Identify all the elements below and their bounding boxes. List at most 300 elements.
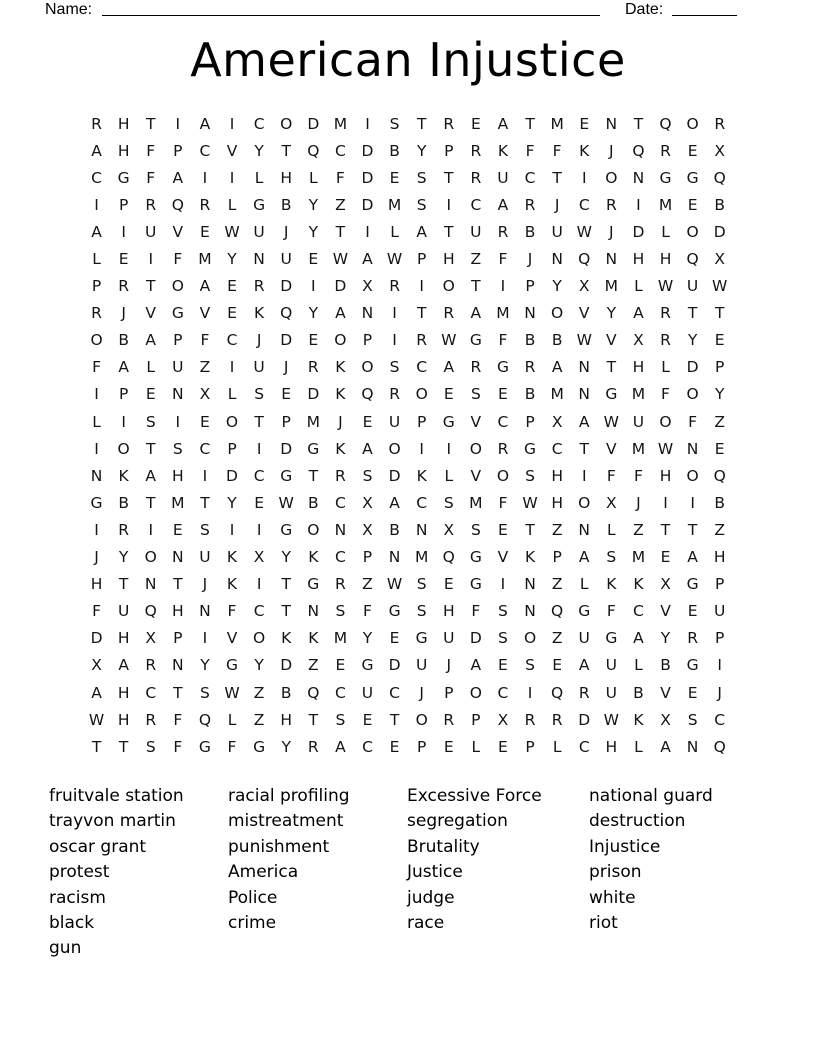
grid-cell: L — [227, 385, 237, 404]
grid-cell: J — [527, 250, 533, 269]
grid-cell: O — [90, 331, 103, 350]
grid-cell: U — [388, 412, 401, 431]
grid-cell: C — [334, 683, 346, 702]
grid-cell: X — [362, 277, 373, 296]
page-title: American Injustice — [190, 33, 626, 87]
grid-cell: V — [606, 331, 617, 350]
grid-cell: L — [634, 656, 643, 675]
grid-cell: Q — [307, 683, 320, 702]
grid-cell: Z — [199, 358, 211, 377]
grid-cell: H — [172, 602, 184, 621]
grid-cell: R — [91, 114, 102, 133]
word-bank-word: Brutality — [407, 836, 480, 857]
grid-cell: P — [281, 412, 291, 431]
grid-cell: T — [146, 114, 156, 133]
grid-cell: O — [469, 439, 482, 458]
grid-cell: A — [145, 331, 157, 350]
grid-cell: S — [416, 195, 427, 214]
grid-cell: O — [361, 358, 374, 377]
grid-cell: W — [224, 683, 240, 702]
grid-cell: V — [226, 141, 238, 160]
grid-cell: A — [443, 358, 455, 377]
grid-cell: Z — [551, 520, 563, 539]
grid-cell: R — [335, 575, 346, 594]
grid-cell: R — [470, 168, 482, 187]
grid-cell: L — [579, 575, 589, 594]
grid-cell: A — [470, 304, 482, 323]
grid-cell: N — [686, 737, 699, 756]
grid-cell: F — [498, 331, 508, 350]
grid-cell: H — [117, 710, 130, 729]
grid-cell: G — [496, 358, 509, 377]
word-bank — [0, 784, 816, 974]
grid-cell: C — [334, 548, 346, 567]
word-bank-word: punishment — [228, 836, 330, 857]
grid-cell: X — [633, 331, 644, 350]
grid-cell: A — [145, 466, 157, 485]
grid-cell: T — [444, 222, 454, 241]
grid-cell: T — [660, 520, 671, 539]
grid-cell: F — [173, 737, 183, 756]
grid-cell: J — [609, 222, 614, 241]
grid-cell: Y — [308, 195, 319, 214]
grid-cell: O — [659, 412, 672, 431]
grid-cell: B — [660, 656, 671, 675]
grid-cell: L — [227, 710, 237, 729]
grid-cell: G — [253, 195, 266, 214]
grid-cell: A — [578, 412, 590, 431]
grid-cell: Z — [335, 195, 346, 214]
grid-cell: X — [497, 710, 509, 729]
grid-cell: P — [227, 439, 237, 458]
grid-cell: F — [633, 466, 643, 485]
word-bank-word: gun — [49, 938, 82, 959]
grid-cell: H — [442, 602, 455, 621]
grid-cell: L — [227, 195, 237, 214]
grid-cell: K — [524, 548, 536, 567]
grid-cell: N — [144, 575, 157, 594]
grid-cell: B — [714, 493, 726, 512]
grid-cell: X — [145, 629, 157, 648]
grid-cell: Q — [659, 114, 672, 133]
grid-cell: R — [714, 114, 726, 133]
grid-cell: H — [442, 250, 455, 269]
grid-cell: K — [497, 141, 509, 160]
grid-cell: F — [498, 250, 508, 269]
grid-cell: C — [334, 493, 346, 512]
grid-cell: A — [633, 304, 644, 323]
grid-cell: N — [415, 520, 428, 539]
grid-cell: Z — [362, 575, 373, 594]
grid-cell: R — [443, 304, 455, 323]
grid-cell: N — [172, 656, 184, 675]
grid-cell: X — [578, 277, 590, 296]
grid-cell: N — [686, 439, 699, 458]
grid-cell: A — [660, 737, 671, 756]
grid-cell: C — [633, 602, 644, 621]
grid-cell: T — [308, 466, 319, 485]
grid-cell: C — [334, 141, 346, 160]
grid-cell: Y — [281, 737, 291, 756]
grid-cell: C — [416, 358, 428, 377]
grid-cell: L — [308, 168, 318, 187]
grid-cell: A — [470, 656, 482, 675]
grid-cell: U — [443, 629, 455, 648]
grid-cell: B — [307, 493, 319, 512]
grid-cell: X — [714, 250, 726, 269]
grid-cell: R — [660, 304, 671, 323]
grid-cell: Y — [714, 385, 725, 404]
grid-cell: K — [606, 575, 617, 594]
word-bank-word: Injustice — [589, 836, 661, 857]
grid-cell: G — [171, 304, 184, 323]
grid-cell: C — [714, 710, 726, 729]
grid-cell: H — [605, 737, 618, 756]
grid-cell: W — [657, 439, 674, 458]
grid-cell: D — [686, 358, 699, 377]
grid-cell: T — [525, 114, 535, 133]
word-bank-word: oscar grant — [49, 836, 147, 857]
grid-cell: L — [634, 277, 643, 296]
grid-cell: R — [605, 195, 617, 214]
grid-cell: L — [92, 412, 101, 431]
grid-cell: S — [606, 548, 617, 567]
grid-cell: T — [552, 168, 562, 187]
grid-cell: I — [446, 439, 452, 458]
word-bank-word: trayvon martin — [49, 811, 176, 832]
grid-cell: R — [145, 710, 157, 729]
grid-cell: I — [94, 439, 99, 458]
word-bank-word: race — [407, 913, 445, 934]
grid-cell: B — [389, 520, 400, 539]
grid-cell: A — [335, 737, 346, 756]
grid-cell: U — [470, 222, 482, 241]
grid-cell: R — [443, 710, 455, 729]
grid-cell: N — [172, 548, 184, 567]
name-label: Name: — [45, 1, 93, 18]
grid-cell: I — [229, 358, 235, 377]
grid-cell: O — [686, 385, 699, 404]
grid-cell: T — [146, 439, 156, 458]
grid-cell: K — [281, 629, 292, 648]
grid-cell: E — [498, 385, 508, 404]
grid-cell: P — [444, 683, 454, 702]
grid-cell: X — [199, 385, 211, 404]
grid-cell: I — [365, 222, 370, 241]
grid-cell: O — [280, 114, 293, 133]
grid-cell: E — [227, 277, 237, 296]
grid-cell: P — [416, 412, 427, 431]
grid-cell: Z — [253, 710, 265, 729]
grid-cell: Y — [308, 222, 319, 241]
grid-cell: Z — [551, 575, 563, 594]
grid-cell: Q — [713, 168, 726, 187]
grid-cell: Z — [551, 629, 563, 648]
grid-cell: O — [144, 548, 157, 567]
grid-cell: S — [416, 168, 427, 187]
grid-cell: W — [441, 331, 457, 350]
grid-cell: R — [687, 629, 698, 648]
grid-cell: A — [362, 439, 373, 458]
grid-cell: G — [469, 548, 482, 567]
grid-cell: A — [416, 222, 427, 241]
grid-cell: A — [199, 277, 211, 296]
grid-cell: T — [525, 520, 535, 539]
grid-cell: E — [389, 629, 400, 648]
grid-cell: M — [171, 493, 185, 512]
grid-cell: D — [469, 629, 482, 648]
grid-cell: O — [253, 629, 266, 648]
grid-cell: I — [365, 114, 370, 133]
grid-cell: U — [605, 656, 617, 675]
grid-cell: W — [224, 222, 240, 241]
grid-cell: E — [687, 602, 698, 621]
grid-cell: A — [362, 250, 373, 269]
grid-cell: T — [281, 602, 291, 621]
grid-cell: P — [444, 141, 454, 160]
grid-cell: F — [606, 602, 616, 621]
grid-cell: R — [497, 222, 509, 241]
word-bank-word: fruitvale station — [49, 786, 184, 806]
grid-cell: J — [338, 412, 343, 431]
grid-cell: R — [145, 195, 157, 214]
grid-cell: L — [471, 737, 481, 756]
grid-cell: X — [660, 710, 671, 729]
grid-cell: N — [605, 250, 618, 269]
word-bank-word: black — [49, 913, 95, 934]
grid-cell: A — [199, 114, 211, 133]
grid-cell: F — [525, 141, 535, 160]
grid-cell: E — [498, 737, 508, 756]
grid-cell: I — [636, 195, 641, 214]
grid-cell: X — [551, 412, 563, 431]
grid-cell: E — [281, 385, 292, 404]
grid-cell: K — [579, 141, 590, 160]
word-bank-word: America — [228, 862, 299, 883]
grid-cell: E — [362, 412, 373, 431]
grid-cell: I — [121, 412, 126, 431]
grid-cell: G — [361, 656, 374, 675]
grid-cell: S — [335, 602, 346, 621]
grid-cell: G — [117, 168, 130, 187]
grid-cell: N — [388, 548, 401, 567]
grid-cell: R — [524, 710, 536, 729]
grid-cell: Z — [633, 520, 644, 539]
grid-cell: U — [686, 277, 699, 296]
word-bank-word: Police — [228, 887, 278, 908]
grid-cell: N — [578, 520, 591, 539]
grid-cell: W — [712, 277, 728, 296]
grid-cell: D — [578, 710, 591, 729]
grid-cell: S — [200, 520, 210, 539]
grid-cell: N — [578, 358, 591, 377]
grid-cell: N — [551, 250, 563, 269]
grid-cell: P — [525, 412, 535, 431]
grid-cell: G — [388, 602, 401, 621]
grid-cell: M — [387, 195, 402, 214]
grid-cell: C — [551, 439, 563, 458]
grid-cell: I — [419, 277, 424, 296]
grid-cell: Q — [551, 602, 564, 621]
grid-cell: X — [714, 141, 726, 160]
grid-cell: P — [416, 737, 427, 756]
grid-cell: E — [308, 250, 319, 269]
grid-cell: Y — [687, 331, 698, 350]
grid-cell: I — [121, 222, 126, 241]
grid-cell: O — [469, 683, 482, 702]
grid-cell: D — [388, 466, 401, 485]
grid-cell: I — [94, 195, 99, 214]
grid-cell: O — [578, 493, 591, 512]
grid-cell: T — [335, 222, 346, 241]
grid-cell: V — [660, 602, 671, 621]
grid-cell: M — [496, 304, 510, 323]
grid-cell: S — [470, 385, 481, 404]
grid-cell: E — [687, 195, 698, 214]
grid-cell: R — [416, 331, 428, 350]
word-bank-word: judge — [407, 887, 455, 908]
grid-cell: G — [469, 331, 482, 350]
grid-cell: D — [226, 466, 238, 485]
grid-cell: L — [661, 358, 670, 377]
grid-cell: B — [524, 222, 536, 241]
grid-cell: H — [713, 548, 726, 567]
grid-cell: G — [253, 737, 266, 756]
grid-cell: P — [471, 710, 481, 729]
grid-cell: X — [362, 493, 373, 512]
grid-cell: H — [117, 629, 130, 648]
grid-cell: E — [714, 331, 725, 350]
grid-cell: H — [172, 466, 184, 485]
grid-cell: F — [173, 250, 183, 269]
grid-cell: B — [118, 493, 129, 512]
grid-cell: D — [361, 195, 374, 214]
grid-cell: N — [361, 304, 374, 323]
grid-cell: Q — [171, 195, 184, 214]
grid-cell: W — [603, 412, 619, 431]
grid-cell: I — [175, 412, 181, 431]
grid-cell: U — [578, 629, 590, 648]
grid-cell: F — [688, 412, 698, 431]
grid-cell: E — [200, 412, 210, 431]
grid-cell: Q — [713, 737, 726, 756]
grid-cell: Q — [686, 250, 699, 269]
grid-cell: G — [415, 629, 428, 648]
grid-cell: G — [469, 575, 482, 594]
grid-cell: R — [389, 277, 400, 296]
grid-cell: T — [281, 141, 291, 160]
grid-cell: O — [442, 277, 455, 296]
grid-cell: K — [308, 548, 319, 567]
grid-cell: W — [603, 710, 619, 729]
grid-cell: U — [415, 656, 428, 675]
grid-cell: U — [497, 168, 509, 187]
grid-cell: R — [145, 656, 157, 675]
grid-cell: R — [660, 331, 671, 350]
grid-cell: E — [687, 141, 698, 160]
grid-cell: C — [253, 602, 265, 621]
grid-cell: J — [202, 575, 208, 594]
grid-cell: R — [335, 466, 346, 485]
grid-cell: D — [280, 439, 293, 458]
grid-cell: W — [576, 222, 592, 241]
grid-cell: Q — [442, 548, 455, 567]
grid-cell: T — [173, 575, 183, 594]
grid-cell: R — [497, 439, 509, 458]
grid-cell: U — [145, 222, 157, 241]
grid-cell: F — [471, 602, 481, 621]
grid-cell: V — [578, 304, 590, 323]
date-label: Date: — [625, 1, 664, 18]
grid-cell: D — [280, 331, 293, 350]
grid-cell: F — [173, 710, 183, 729]
grid-cell: I — [148, 250, 154, 269]
grid-cell: V — [470, 412, 482, 431]
grid-cell: D — [361, 168, 374, 187]
grid-cell: L — [390, 222, 399, 241]
grid-cell: U — [361, 683, 374, 702]
word-bank-word: protest — [49, 862, 110, 883]
grid-cell: F — [552, 141, 562, 160]
grid-cell: W — [278, 493, 294, 512]
grid-cell: F — [227, 602, 237, 621]
grid-cell: M — [333, 114, 348, 133]
grid-cell: M — [631, 439, 646, 458]
grid-cell: C — [253, 466, 265, 485]
grid-cell: B — [280, 683, 292, 702]
grid-cell: N — [605, 114, 618, 133]
grid-cell: C — [389, 683, 400, 702]
grid-cell: V — [470, 466, 482, 485]
grid-cell: G — [307, 575, 320, 594]
grid-cell: A — [91, 683, 102, 702]
grid-cell: S — [335, 710, 346, 729]
grid-cell: P — [552, 548, 562, 567]
word-bank-word: racism — [49, 887, 106, 908]
grid-cell: W — [657, 277, 674, 296]
grid-cell: E — [552, 656, 563, 675]
grid-cell: E — [579, 114, 590, 133]
grid-cell: R — [307, 737, 319, 756]
grid-cell: P — [715, 629, 725, 648]
word-bank-column — [589, 784, 713, 936]
grid-cell: V — [606, 439, 617, 458]
grid-cell: L — [444, 466, 454, 485]
grid-cell: R — [118, 277, 130, 296]
grid-cell: N — [578, 385, 591, 404]
grid-cell: C — [362, 737, 373, 756]
grid-cell: Y — [281, 548, 291, 567]
grid-cell: Y — [552, 277, 562, 296]
grid-cell: B — [118, 331, 129, 350]
grid-cell: G — [198, 737, 211, 756]
grid-cell: D — [388, 656, 401, 675]
grid-cell: C — [199, 439, 211, 458]
grid-cell: Z — [470, 250, 482, 269]
grid-cell: B — [389, 141, 400, 160]
grid-cell: O — [117, 439, 130, 458]
grid-cell: K — [335, 439, 346, 458]
grid-cell: V — [172, 222, 184, 241]
grid-cell: I — [581, 466, 587, 485]
grid-cell: S — [200, 683, 210, 702]
grid-cell: D — [90, 629, 103, 648]
grid-cell: H — [659, 466, 672, 485]
grid-cell: C — [91, 168, 102, 187]
grid-cell: I — [175, 114, 181, 133]
grid-cell: P — [416, 250, 427, 269]
grid-cell: M — [604, 277, 619, 296]
